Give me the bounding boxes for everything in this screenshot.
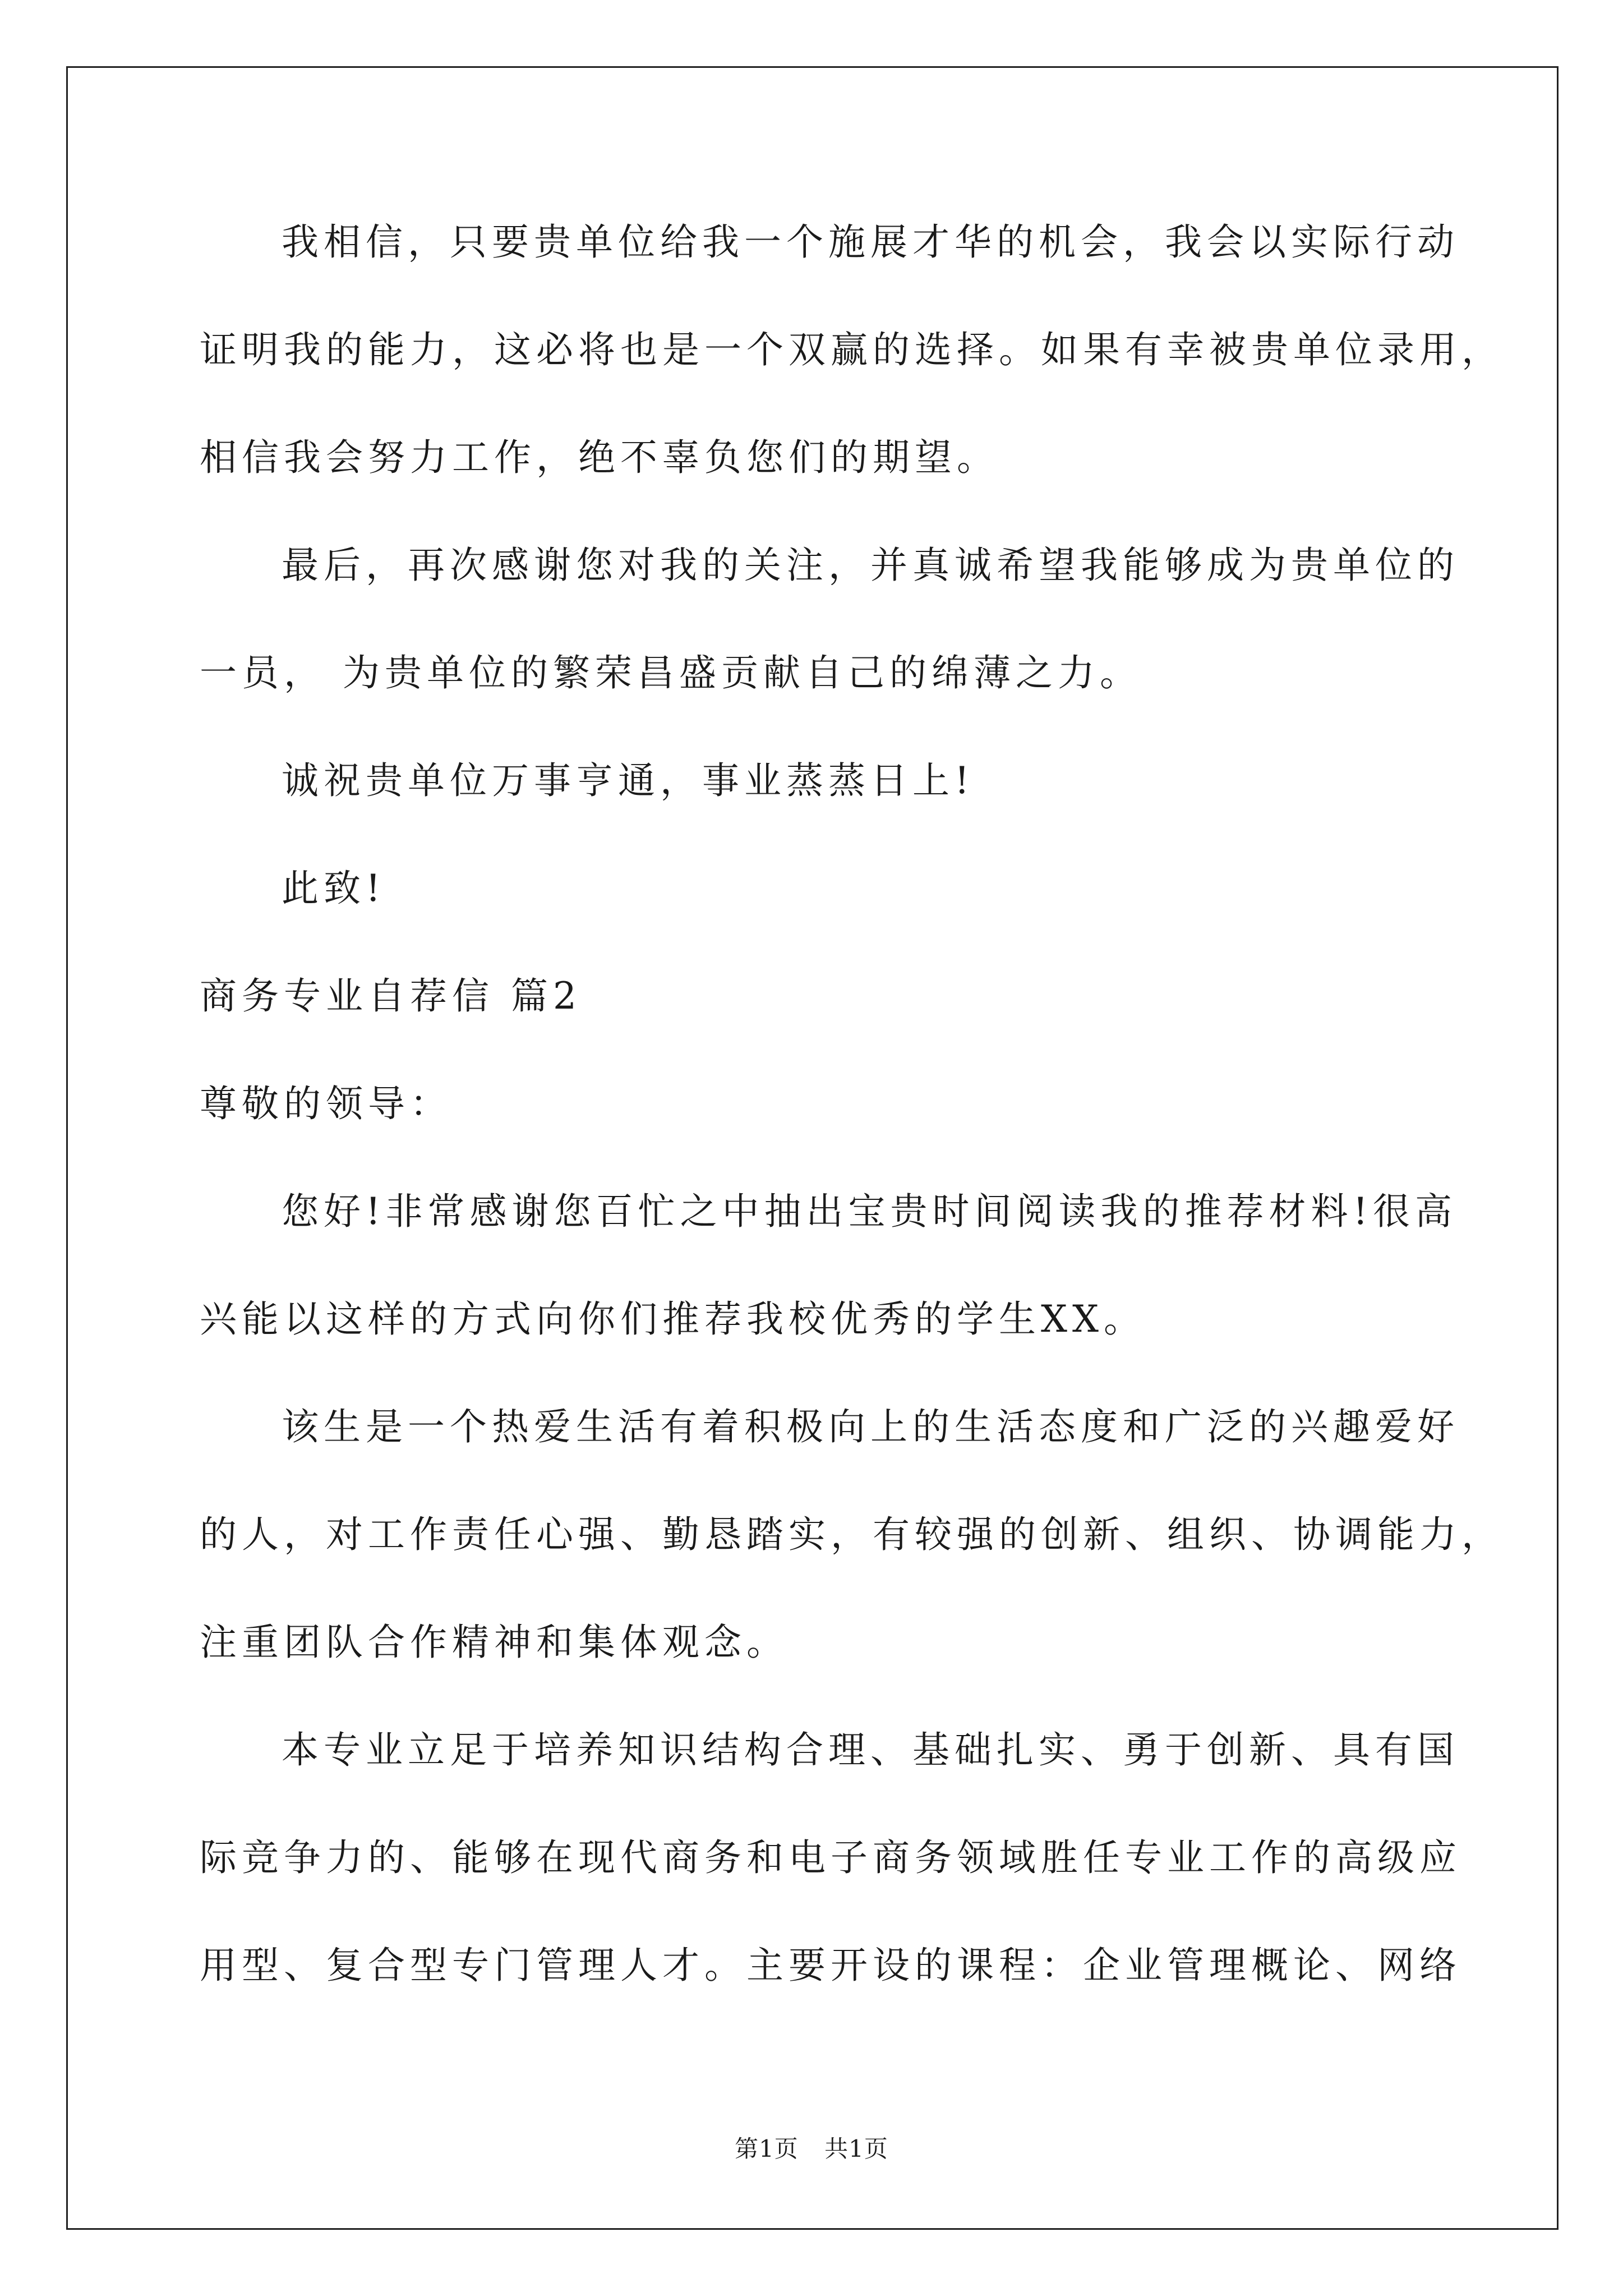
paragraph-line: 本专业立足于培养知识结构合理、基础扎实、勇于创新、具有国	[282, 1728, 1459, 1772]
paragraph-line: 相信我会努力工作，绝不辜负您们的期望。	[200, 436, 999, 479]
page-border	[66, 66, 1559, 2230]
paragraph-line: 兴能以这样的方式向你们推荐我校优秀的学生XX。	[200, 1297, 1146, 1341]
paragraph-line: 证明我的能力，这必将也是一个双赢的选择。如果有幸被贵单位录用，	[200, 328, 1504, 371]
salutation: 尊敬的领导：	[200, 1082, 452, 1125]
closing-line: 此致!	[282, 867, 386, 910]
paragraph-line: 您好!非常感谢您百忙之中抽出宝贵时间阅读我的推荐材料!很高	[282, 1190, 1458, 1233]
paragraph-line: 用型、复合型专门管理人才。主要开设的课程：企业管理概论、网络	[200, 1944, 1461, 1987]
paragraph-line: 我相信，只要贵单位给我一个施展才华的机会，我会以实际行动	[282, 220, 1459, 264]
page-footer	[0, 2135, 1623, 2163]
paragraph-line: 的人，对工作责任心强、勤恳踏实，有较强的创新、组织、协调能力，	[200, 1513, 1504, 1556]
paragraph-line: 一员， 为贵单位的繁荣昌盛贡献自己的绵薄之力。	[200, 651, 1142, 694]
page-number: 第1页	[735, 2135, 799, 2162]
paragraph-line: 最后，再次感谢您对我的关注，并真诚希望我能够成为贵单位的	[282, 544, 1459, 587]
paragraph-line: 该生是一个热爱生活有着积极向上的生活态度和广泛的兴趣爱好	[282, 1405, 1459, 1448]
paragraph-line: 注重团队合作精神和集体观念。	[200, 1621, 789, 1664]
paragraph-line: 诚祝贵单位万事亨通，事业蒸蒸日上!	[282, 759, 975, 802]
paragraph-line: 际竞争力的、能够在现代商务和电子商务领域胜任专业工作的高级应	[200, 1836, 1461, 1879]
page-total: 共1页	[824, 2135, 888, 2162]
section-title: 商务专业自荐信 篇2	[200, 974, 582, 1018]
